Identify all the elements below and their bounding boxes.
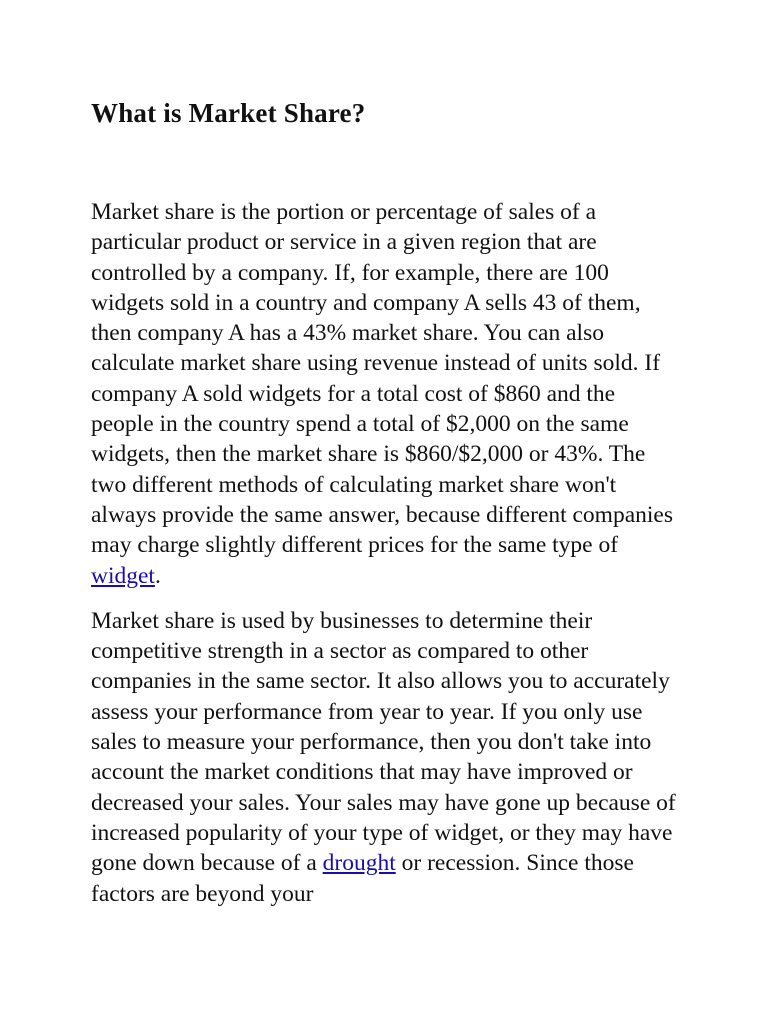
paragraph-1-end: . <box>154 562 161 589</box>
page-title: What is Market Share? <box>91 98 366 128</box>
paragraph-market-share-definition <box>91 197 678 591</box>
paragraph-2-end: or recession. Since those factors are beyond your <box>91 850 634 907</box>
drought-link[interactable]: drought <box>322 850 396 877</box>
paragraph-2-text: Market share is used by businesses to determine their competitive strength in a sector as compared to other companies in the same sector. It also allows you to accurately assess your performance from year to year. If you only use sales to measure your performance, then you don't take into account the market conditions that may have improved or decreased your sales. Your sales may have gone up because of increased popularity of your type of widget, or they may have gone down because of a <box>91 607 676 877</box>
paragraph-market-share-usage <box>91 606 678 909</box>
paragraph-1-text: Market share is the portion or percentage of sales of a particular product or service in a given region that are controlled by a company. If, for example, there are 100 widgets sold in a country and company A sells 43 of them, then company A has a 43% market share. You can also calculate market share using revenue instead of units sold. If company A sold widgets for a total cost of $860 and the people in the country spend a total of $2,000 on the same widgets, then the market share is $860/$2,000 or 43%. The two different methods of calculating market share won't always provide the same answer, because different companies may charge slightly different prices for the same type of <box>91 199 673 559</box>
widget-link[interactable]: widget <box>91 562 155 589</box>
